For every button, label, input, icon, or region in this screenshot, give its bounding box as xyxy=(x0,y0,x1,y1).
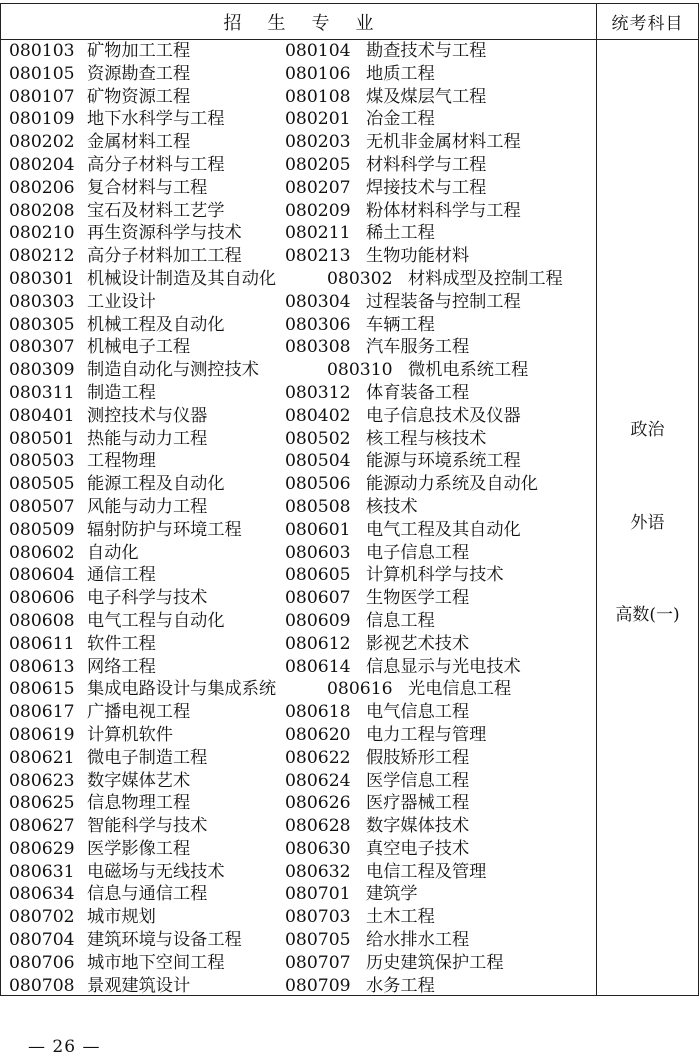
major-name: 水务工程 xyxy=(366,975,435,996)
table-row xyxy=(9,861,594,884)
table-row xyxy=(9,724,594,747)
major-name: 辐射防护与环境工程 xyxy=(87,519,242,540)
major-code: 080615 xyxy=(9,679,75,700)
table-row xyxy=(9,359,594,382)
major-name: 计算机软件 xyxy=(87,724,173,745)
table-row xyxy=(9,906,594,929)
major-name: 电气工程与自动化 xyxy=(87,610,225,631)
major-name: 数字媒体艺术 xyxy=(87,770,191,791)
major-code: 080108 xyxy=(285,86,351,107)
major-code: 080620 xyxy=(285,724,351,745)
major-name: 焊接技术与工程 xyxy=(366,177,487,198)
table-row xyxy=(9,177,594,200)
major-code: 080619 xyxy=(9,724,75,745)
major-code: 080305 xyxy=(9,314,75,335)
table-row xyxy=(9,747,594,770)
major-name: 金属材料工程 xyxy=(87,132,191,153)
major-code: 080602 xyxy=(9,542,75,563)
major-code: 080631 xyxy=(9,861,75,882)
table-row xyxy=(9,792,594,815)
table-row xyxy=(9,63,594,86)
major-name: 复合材料与工程 xyxy=(87,177,208,198)
major-name: 机械设计制造及其自动化 xyxy=(87,268,277,289)
major-code: 080605 xyxy=(285,565,351,586)
major-name: 地质工程 xyxy=(366,63,435,84)
major-code: 080302 xyxy=(327,268,393,289)
major-name: 资源勘查工程 xyxy=(87,63,191,84)
subject-politics: 政治 xyxy=(630,420,665,440)
major-code: 080109 xyxy=(9,109,75,130)
major-code: 080628 xyxy=(285,816,351,837)
major-code: 080212 xyxy=(9,246,75,267)
table-row xyxy=(9,382,594,405)
major-code: 080621 xyxy=(9,747,75,768)
major-name: 网络工程 xyxy=(87,656,156,677)
major-name: 热能与动力工程 xyxy=(87,428,208,449)
major-name: 机械电子工程 xyxy=(87,337,191,358)
major-name: 电力工程与管理 xyxy=(366,724,487,745)
major-name: 电磁场与无线技术 xyxy=(87,861,225,882)
major-name: 信息工程 xyxy=(366,610,435,631)
major-name: 高分子材料与工程 xyxy=(87,154,225,175)
major-code: 080208 xyxy=(9,200,75,221)
major-code: 080618 xyxy=(285,702,351,723)
major-code: 080107 xyxy=(9,86,75,107)
major-code: 080202 xyxy=(9,132,75,153)
major-name: 微电子制造工程 xyxy=(87,747,208,768)
major-code: 080601 xyxy=(285,519,351,540)
major-code: 080503 xyxy=(9,451,75,472)
major-name: 信息物理工程 xyxy=(87,793,191,814)
major-code: 080401 xyxy=(9,405,75,426)
major-name: 粉体材料科学与工程 xyxy=(366,200,521,221)
major-name: 生物医学工程 xyxy=(366,588,470,609)
major-name: 稀土工程 xyxy=(366,223,435,244)
major-code: 080203 xyxy=(285,132,351,153)
major-code: 080709 xyxy=(285,975,351,996)
major-code: 080616 xyxy=(327,679,393,700)
table-row xyxy=(9,222,594,245)
major-code: 080705 xyxy=(285,930,351,951)
major-name: 地下水科学与工程 xyxy=(87,109,225,130)
major-name: 材料成型及控制工程 xyxy=(408,268,563,289)
table-row xyxy=(9,450,594,473)
major-name: 汽车服务工程 xyxy=(366,337,470,358)
major-name: 广播电视工程 xyxy=(87,702,191,723)
major-name: 工程物理 xyxy=(87,451,156,472)
major-name: 给水排水工程 xyxy=(366,930,470,951)
major-code: 080622 xyxy=(285,747,351,768)
major-name: 通信工程 xyxy=(87,565,156,586)
table-row xyxy=(9,131,594,154)
subject-advanced-math: 高数(一) xyxy=(615,605,680,625)
table-row xyxy=(9,519,594,542)
major-name: 景观建筑设计 xyxy=(87,975,191,996)
major-name: 自动化 xyxy=(87,542,139,563)
major-code: 080607 xyxy=(285,588,351,609)
major-code: 080205 xyxy=(285,154,351,175)
major-code: 080707 xyxy=(285,952,351,973)
major-code: 080703 xyxy=(285,907,351,928)
table-row xyxy=(9,701,594,724)
major-name: 医疗器械工程 xyxy=(366,793,470,814)
major-name: 电气工程及其自动化 xyxy=(366,519,521,540)
table-row xyxy=(9,656,594,679)
major-code: 080103 xyxy=(9,41,75,61)
major-code: 080209 xyxy=(285,200,351,221)
major-name: 风能与动力工程 xyxy=(87,496,208,517)
major-code: 080617 xyxy=(9,702,75,723)
major-name: 土木工程 xyxy=(366,907,435,928)
major-code: 080701 xyxy=(285,884,351,905)
major-name: 真空电子技术 xyxy=(366,838,470,859)
major-code: 080501 xyxy=(9,428,75,449)
table-row xyxy=(9,200,594,223)
exam-subjects xyxy=(597,40,698,995)
major-code: 080609 xyxy=(285,610,351,631)
major-code: 080630 xyxy=(285,838,351,859)
major-name: 过程装备与控制工程 xyxy=(366,291,521,312)
major-code: 080613 xyxy=(9,656,75,677)
major-name: 电子信息技术及仪器 xyxy=(366,405,521,426)
major-name: 体育装备工程 xyxy=(366,382,470,403)
major-code: 080308 xyxy=(285,337,351,358)
table-row xyxy=(9,610,594,633)
major-rows xyxy=(9,40,594,997)
major-code: 080106 xyxy=(285,63,351,84)
major-name: 无机非金属材料工程 xyxy=(366,132,521,153)
major-name: 高分子材料加工工程 xyxy=(87,246,242,267)
table-row xyxy=(9,86,594,109)
major-code: 080626 xyxy=(285,793,351,814)
major-code: 080506 xyxy=(285,474,351,495)
major-name: 机械工程及自动化 xyxy=(87,314,225,335)
major-code: 080311 xyxy=(9,382,75,403)
major-name: 历史建筑保护工程 xyxy=(366,952,504,973)
major-name: 信息与通信工程 xyxy=(87,884,208,905)
table-row xyxy=(9,428,594,451)
major-name: 电子科学与技术 xyxy=(87,588,208,609)
major-code: 080402 xyxy=(285,405,351,426)
major-code: 080627 xyxy=(9,816,75,837)
major-code: 080310 xyxy=(327,360,393,381)
subject-foreign-language: 外语 xyxy=(630,513,665,533)
table-row xyxy=(9,633,594,656)
major-name: 光电信息工程 xyxy=(408,679,512,700)
major-name: 制造自动化与测控技术 xyxy=(87,360,259,381)
major-code: 080502 xyxy=(285,428,351,449)
major-name: 软件工程 xyxy=(87,633,156,654)
major-name: 电子信息工程 xyxy=(366,542,470,563)
major-name: 测控技术与仪器 xyxy=(87,405,208,426)
table-row xyxy=(9,815,594,838)
table-row xyxy=(9,678,594,701)
table-row xyxy=(9,838,594,861)
major-code: 080625 xyxy=(9,793,75,814)
major-name: 再生资源科学与技术 xyxy=(87,223,242,244)
table-row xyxy=(9,291,594,314)
table-row xyxy=(9,496,594,519)
major-code: 080507 xyxy=(9,496,75,517)
major-code: 080608 xyxy=(9,610,75,631)
major-code: 080623 xyxy=(9,770,75,791)
major-code: 080632 xyxy=(285,861,351,882)
major-code: 080508 xyxy=(285,496,351,517)
major-code: 080624 xyxy=(285,770,351,791)
major-code: 080604 xyxy=(9,565,75,586)
table-row xyxy=(9,108,594,131)
major-code: 080629 xyxy=(9,838,75,859)
table-row xyxy=(9,473,594,496)
major-code: 080603 xyxy=(285,542,351,563)
major-code: 080206 xyxy=(9,177,75,198)
major-code: 080211 xyxy=(285,223,351,244)
major-column-header: 招生专业 xyxy=(223,12,400,34)
major-code: 080612 xyxy=(285,633,351,654)
major-code: 080307 xyxy=(9,337,75,358)
table-row xyxy=(9,952,594,975)
major-name: 城市地下空间工程 xyxy=(87,952,225,973)
table-row xyxy=(9,40,594,63)
major-code: 080708 xyxy=(9,975,75,996)
major-code: 080704 xyxy=(9,930,75,951)
table-row xyxy=(9,405,594,428)
major-name: 能源动力系统及自动化 xyxy=(366,474,538,495)
major-name: 电气信息工程 xyxy=(366,702,470,723)
major-code: 080614 xyxy=(285,656,351,677)
major-code: 080634 xyxy=(9,884,75,905)
major-name: 工业设计 xyxy=(87,291,156,312)
major-name: 矿物资源工程 xyxy=(87,86,191,107)
major-name: 计算机科学与技术 xyxy=(366,565,504,586)
table-row xyxy=(9,587,594,610)
major-code: 080303 xyxy=(9,291,75,312)
major-name: 建筑学 xyxy=(366,884,418,905)
major-code: 080611 xyxy=(9,633,75,654)
major-name: 假肢矫形工程 xyxy=(366,747,470,768)
table-row xyxy=(9,564,594,587)
major-code: 080213 xyxy=(285,246,351,267)
major-code: 080509 xyxy=(9,519,75,540)
major-code: 080306 xyxy=(285,314,351,335)
major-code: 080104 xyxy=(285,41,351,61)
major-name: 集成电路设计与集成系统 xyxy=(87,679,277,700)
table-row xyxy=(9,154,594,177)
table-row xyxy=(9,245,594,268)
major-name: 煤及煤层气工程 xyxy=(366,86,487,107)
table-row xyxy=(9,314,594,337)
major-code: 080309 xyxy=(9,360,75,381)
table-row xyxy=(9,770,594,793)
table-header xyxy=(1,4,698,40)
subject-column-header: 统考科目 xyxy=(611,14,684,34)
major-name: 核技术 xyxy=(366,496,418,517)
major-code: 080606 xyxy=(9,588,75,609)
table-row xyxy=(9,883,594,906)
major-name: 勘查技术与工程 xyxy=(366,41,487,61)
major-name: 矿物加工工程 xyxy=(87,41,191,61)
major-name: 信息显示与光电技术 xyxy=(366,656,521,677)
major-name: 制造工程 xyxy=(87,382,156,403)
major-code: 080504 xyxy=(285,451,351,472)
major-name: 医学信息工程 xyxy=(366,770,470,791)
table-row xyxy=(9,268,594,291)
major-name: 微机电系统工程 xyxy=(408,360,529,381)
major-code: 080301 xyxy=(9,268,75,289)
major-code: 080304 xyxy=(285,291,351,312)
table-row xyxy=(9,929,594,952)
major-name: 核工程与核技术 xyxy=(366,428,487,449)
major-name: 能源与环境系统工程 xyxy=(366,451,521,472)
major-code: 080105 xyxy=(9,63,75,84)
major-name: 冶金工程 xyxy=(366,109,435,130)
table-row xyxy=(9,336,594,359)
major-name: 材料科学与工程 xyxy=(366,154,487,175)
major-name: 影视艺术技术 xyxy=(366,633,470,654)
major-name: 车辆工程 xyxy=(366,314,435,335)
major-code: 080201 xyxy=(285,109,351,130)
major-code: 080312 xyxy=(285,382,351,403)
major-code: 080210 xyxy=(9,223,75,244)
major-code: 080706 xyxy=(9,952,75,973)
major-code: 080207 xyxy=(285,177,351,198)
major-name: 生物功能材料 xyxy=(366,246,470,267)
table-row xyxy=(9,542,594,565)
major-name: 医学影像工程 xyxy=(87,838,191,859)
major-name: 建筑环境与设备工程 xyxy=(87,930,242,951)
major-name: 电信工程及管理 xyxy=(366,861,487,882)
majors-table xyxy=(0,3,699,996)
major-name: 城市规划 xyxy=(87,907,156,928)
major-name: 宝石及材料工艺学 xyxy=(87,200,225,221)
major-name: 数字媒体技术 xyxy=(366,816,470,837)
page-number: — 26 — xyxy=(28,1037,101,1057)
major-code: 080505 xyxy=(9,474,75,495)
table-row xyxy=(9,975,594,998)
major-name: 能源工程及自动化 xyxy=(87,474,225,495)
major-code: 080204 xyxy=(9,154,75,175)
major-code: 080702 xyxy=(9,907,75,928)
major-name: 智能科学与技术 xyxy=(87,816,208,837)
